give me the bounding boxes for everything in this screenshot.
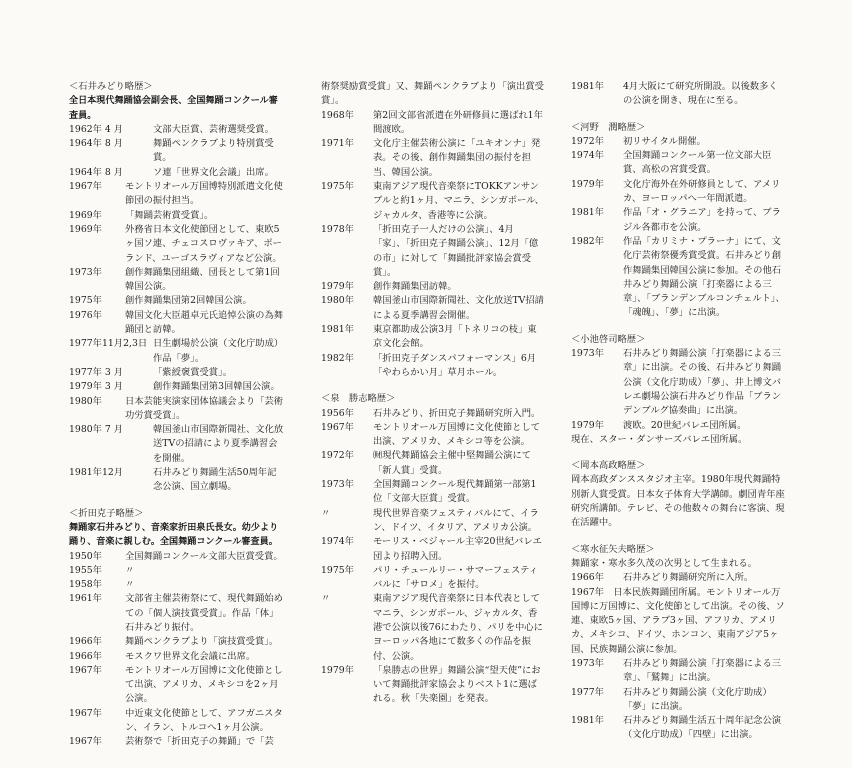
entry-year: 1955年 xyxy=(69,564,102,576)
entry-text: 日本芸能実演家団体協議会より「芸術功労賞受賞」。 xyxy=(125,395,284,421)
timeline-entry xyxy=(571,149,786,178)
biography-section xyxy=(571,333,786,447)
entry-text: 石井みどり舞踊公演「打楽器による三章」に出演。その後、石井みどり舞踊公演（文化庁助成）「夢」、井上博文バレエ劇場公演石井みどり作品「ブランデンブルグ協奏曲」に出演。 xyxy=(623,348,782,417)
entry-year: 1979年 xyxy=(321,664,354,676)
column-middle xyxy=(321,80,545,709)
timeline-entry xyxy=(69,223,284,266)
entry-text: モントリオール万国博に文化使節として出演、アメリカ、メキシコを2ヶ月公演。 xyxy=(125,664,283,705)
timeline-entry xyxy=(69,337,284,366)
timeline-entry xyxy=(69,578,284,592)
timeline-entry xyxy=(321,664,545,707)
entry-year: 1973年 xyxy=(571,348,604,360)
entry-text: 術祭奨励賞受賞」又、舞踊ペンクラブより「演出賞受賞」。 xyxy=(321,81,544,107)
entry-text: 石井みどり、折田克子舞踊研究所入門。 xyxy=(373,407,541,419)
biography-section xyxy=(571,80,786,109)
section-paragraph: 現在、スター・ダンサーズバレエ団所属。 xyxy=(571,433,748,445)
entry-text: 〃 xyxy=(125,579,135,591)
entry-year: 1964年 8 月 xyxy=(69,166,124,178)
entry-year: 1979年 3 月 xyxy=(69,381,124,393)
timeline-entry xyxy=(571,80,786,109)
timeline-entry xyxy=(571,419,786,433)
timeline-entry xyxy=(321,478,545,507)
entry-text: 「折田克子ダンスパフォーマンス」6月「やわらかい月」草月ホール。 xyxy=(373,352,537,378)
entry-year: 1966年 xyxy=(69,650,102,662)
entry-text: 石井みどり舞踊研究所に入所。 xyxy=(623,572,754,584)
timeline-entry xyxy=(571,347,786,418)
entry-text: 全国舞踊コンクール第一位文部大臣賞、高松の宮賞受賞。 xyxy=(623,150,772,176)
timeline-entry xyxy=(321,421,545,450)
entry-year: 1962年 4 月 xyxy=(69,123,124,135)
entry-year: 1982年 xyxy=(571,235,604,247)
entry-year: 1981年 xyxy=(571,207,604,219)
entry-year: 1975年 xyxy=(321,181,354,193)
entry-year: 1977年 xyxy=(571,686,604,698)
timeline-entry xyxy=(321,407,545,421)
entry-text: 石井みどり舞踊生活50周年記念公演、国立劇場。 xyxy=(153,467,277,493)
biography-section xyxy=(321,392,545,707)
entry-year: 1966年 xyxy=(69,636,102,648)
timeline-entry xyxy=(69,650,284,664)
entry-year: 1966年 xyxy=(571,572,604,584)
entry-year: 1972年 xyxy=(321,450,354,462)
timeline-entry xyxy=(69,366,284,380)
entry-text: 現代世界音楽フェスティバルにて、イラン、ドイツ、イタリア、アメリカ公演。 xyxy=(373,507,539,533)
entry-text: 「折田克子一人だけの公演」、4月「家」、「折田克子舞踊公演」、12月「億の市」に対して「舞踊批評家協会賞受賞」。 xyxy=(373,223,539,278)
section-title: ＜小池啓司略歴＞ xyxy=(571,333,646,345)
column-right xyxy=(571,80,786,745)
entry-text: 「舞踊芸術賞受賞」。 xyxy=(125,209,214,221)
entry-text: 舞踊ペンクラブより特別賞受賞。 xyxy=(153,138,274,164)
entry-year: 1973年 xyxy=(571,657,604,669)
section-subtitle: 全日本現代舞踊協会副会長、全国舞踊コンクール審査員。 xyxy=(69,96,278,121)
entry-text: 渡欧。20世紀バレエ団所属。 xyxy=(623,419,747,431)
entry-text: 作品「オ・グラニア」を持って、ブラジル各都市を公演。 xyxy=(623,207,781,233)
entry-year: 1975年 xyxy=(69,295,102,307)
timeline-entry xyxy=(321,564,545,593)
timeline-entry xyxy=(69,395,284,424)
timeline-entry xyxy=(571,178,786,207)
entry-text: 〃 xyxy=(125,564,135,576)
timeline-entry xyxy=(69,423,284,466)
timeline-entry xyxy=(321,137,545,180)
entry-text: パリ・チュールリー・サマーフェスティバルに「サロメ」を振付。 xyxy=(373,564,539,591)
entry-text: 東南アジア現代音楽祭にTOKKアンサンブルと約1ヶ月、マニラ、シンガポール、ジャカルタ、香港等に公演。 xyxy=(373,181,544,221)
timeline-entry xyxy=(69,294,284,308)
entry-year: 1958年 xyxy=(69,579,102,591)
entry-text: 文化庁海外在外研修員として、アメリカ、ヨーロッパへ一年間派遣。 xyxy=(623,178,781,205)
timeline-entry xyxy=(69,550,284,564)
timeline-entry xyxy=(69,735,284,749)
entry-year: 1969年 xyxy=(69,209,102,221)
timeline-entry xyxy=(69,137,284,166)
entry-text: 東京都助成公演3月「トネリコの枝」東京文化会館。 xyxy=(373,324,537,350)
entry-year: 1977年11月2,3日 xyxy=(69,338,148,350)
entry-year: 1967年 xyxy=(69,707,102,719)
entry-year: 1977年 3 月 xyxy=(69,366,124,378)
timeline-entry xyxy=(321,449,545,478)
biography-section xyxy=(69,507,284,750)
entry-text: モントリオール万国博特別派遣文化使節団の振付担当。 xyxy=(125,181,283,207)
entry-text: 全国舞踊コンクール文部大臣賞受賞。 xyxy=(125,550,283,562)
entry-text: ㈶現代舞踊協会主催中堅舞踊公演にて「新人賞」受賞。 xyxy=(373,450,532,476)
entry-text: 芸術祭で「折田克子の舞踊」で「芸 xyxy=(125,736,274,748)
entry-text: 「紫綬褒賞受賞」。 xyxy=(153,366,233,378)
timeline-entry xyxy=(69,166,284,180)
entry-year: 1972年 xyxy=(571,135,604,147)
entry-year: 1981年12月 xyxy=(69,467,124,479)
entry-text: モントリオール万国博に文化使節として出演、アメリカ、メキシコ等を公演。 xyxy=(373,421,541,448)
entry-year: 1976年 xyxy=(69,309,102,321)
timeline-entry xyxy=(321,323,545,352)
timeline-entry xyxy=(571,686,786,715)
timeline-entry xyxy=(69,180,284,209)
entry-year: 1967年 xyxy=(321,421,354,433)
timeline-entry xyxy=(69,564,284,578)
entry-year: 1964年 8 月 xyxy=(69,138,124,150)
timeline-entry xyxy=(69,266,284,295)
timeline-entry xyxy=(321,280,545,294)
entry-year: 1973年 xyxy=(321,479,354,491)
timeline-entry xyxy=(571,657,786,686)
biography-section xyxy=(571,543,786,743)
entry-year: 1982年 xyxy=(321,352,354,364)
entry-text: モーリス・ベジャール主宰20世紀バレエ団より招聘入団。 xyxy=(373,536,542,562)
entry-text: 創作舞踊集団組織、団長として第1回韓国公演。 xyxy=(125,266,280,293)
entry-year: 1981年 xyxy=(321,324,354,336)
entry-text: 初リサイタル開催。 xyxy=(623,135,706,147)
section-paragraph: 舞踊家・寒水多久茂の次男として生まれる。 xyxy=(571,557,757,569)
entry-text: 文部省主催芸術祭にて、現代舞踊始めての「個人演技賞受賞」。作品「体」石井みどり振付。 xyxy=(125,593,283,633)
timeline-entry xyxy=(321,592,545,663)
timeline-entry xyxy=(321,180,545,223)
entry-text: 全国舞踊コンクール現代舞踊第一部第1位「文部大臣賞」受賞。 xyxy=(373,479,537,505)
entry-year: 1979年 xyxy=(321,281,354,293)
entry-year: 1980年 7 月 xyxy=(69,424,124,436)
entry-year: 1973年 xyxy=(69,266,102,278)
entry-text: 文化庁主催芸術公演に「ユキオンナ」発表。その後、創作舞踊集団の振付を担当、韓国公演。 xyxy=(373,138,541,178)
timeline-entry xyxy=(571,571,786,585)
timeline-entry xyxy=(321,80,545,109)
entry-text: 4月大阪にて研究所開設。以後数多くの公演を開き、現在に至る。 xyxy=(623,81,778,107)
biography-section xyxy=(321,80,545,380)
entry-year: 1969年 xyxy=(69,223,102,235)
entry-text: 創作舞踊集団訪韓。 xyxy=(373,281,457,293)
timeline-entry xyxy=(69,707,284,736)
entry-text: 石井みどり舞踊公演「打楽器による三章」、「鷲舞」に出演。 xyxy=(623,657,782,684)
entry-year: 1967年 xyxy=(69,736,102,748)
timeline-entry xyxy=(321,109,545,138)
timeline-entry xyxy=(321,535,545,564)
section-title: ＜岡本高政略歴＞ xyxy=(571,460,646,472)
entry-year: 1961年 xyxy=(69,593,102,605)
entry-text: 韓国釜山市国際新聞社、文化放送TVの招請により夏季講習会を開催。 xyxy=(153,424,284,464)
biography-section xyxy=(571,459,786,530)
timeline-entry xyxy=(69,592,284,635)
timeline-entry xyxy=(69,466,284,495)
entry-text: 文部大臣賞、芸術選奨受賞。 xyxy=(153,123,274,135)
timeline-entry xyxy=(69,309,284,338)
entry-year: 1971年 xyxy=(321,138,354,150)
timeline-entry xyxy=(571,135,786,149)
timeline-entry xyxy=(321,352,545,381)
entry-text: 韓国文化大臣趙卓元氏追悼公演の為舞踊団と訪韓。 xyxy=(125,309,284,336)
entry-year: 1975年 xyxy=(321,564,354,576)
entry-year: 1980年 xyxy=(321,295,354,307)
entry-year: 1981年 xyxy=(571,81,604,92)
entry-year: 〃 xyxy=(321,507,331,519)
timeline-entry xyxy=(321,507,545,536)
entry-text: 第2回文部省派遣在外研修員に選ばれ1年間渡欧。 xyxy=(373,109,543,135)
timeline-entry xyxy=(571,235,786,321)
entry-text: 石井みどり舞踊生活五十周年記念公演（文化庁助成）「四壁」に出演。 xyxy=(623,715,782,741)
timeline-entry xyxy=(69,209,284,223)
section-title: ＜石井みどり略歴＞ xyxy=(69,81,153,92)
entry-text: モスクワ世界文化会議に出席。 xyxy=(125,650,256,662)
entry-text: 日生劇場於公演（文化庁助成）作品「夢」。 xyxy=(153,338,284,364)
entry-text: 創作舞踊集団第2回韓国公演。 xyxy=(125,295,252,307)
section-title: ＜折田克子略歴＞ xyxy=(69,507,144,519)
entry-text: 創作舞踊集団第3回韓国公演。 xyxy=(153,381,280,393)
section-subtitle: 舞踊家石井みどり、音楽家折田泉氏長女。幼少より踊り、音楽に親しむ。全国舞踊コンクール審査員。 xyxy=(69,522,279,548)
entry-text: 石井みどり舞踊公演（文化庁助成）「夢」に出演。 xyxy=(623,686,772,712)
timeline-entry xyxy=(69,123,284,137)
entry-year: 1974年 xyxy=(321,536,354,548)
entry-year: 1981年 xyxy=(571,715,604,727)
entry-year: 1978年 xyxy=(321,223,354,235)
entry-year: 1979年 xyxy=(571,178,604,190)
timeline-entry xyxy=(69,664,284,707)
entry-text: 東南アジア現代音楽祭に日本代表としてマニラ、シンガポール、ジャカルタ、香港で公演以後76にわたり、パリを中心にヨーロッパ各地にて数多くの作品を振付、公演。 xyxy=(373,593,543,662)
entry-text: 韓国釜山市国際新聞社、文化放送TV招請による夏季講習会開催。 xyxy=(373,295,544,321)
timeline-entry xyxy=(321,223,545,280)
timeline-entry xyxy=(321,294,545,323)
entry-year: 1950年 xyxy=(69,550,102,562)
entry-text: ソ連「世界文化会議」出席。 xyxy=(153,166,274,178)
entry-text: 外務省日本文化使節団として、東欧5ヶ国ソ連、チェコスロヴァキア、ポーランド、ユーゴスラヴィアなど公演。 xyxy=(125,223,282,264)
entry-text: 作品「カリミナ・プラーナ」にて、文化庁芸術祭優秀賞受賞。石井みどり創作舞踊集団韓国公演に参加。その他石井みどり舞踊公演「打楽器による三章」、「ブランデンブルコンチェルト」、「魂魄」、「夢」に出演。 xyxy=(623,235,785,319)
timeline-entry xyxy=(571,206,786,235)
entry-year: 1980年 xyxy=(69,395,102,407)
entry-year: 1974年 xyxy=(571,150,604,162)
section-title: ＜河野 潤略歴＞ xyxy=(571,121,646,133)
biography-section xyxy=(69,80,284,495)
timeline-entry xyxy=(69,635,284,649)
section-title: ＜寒水征矢夫略歴＞ xyxy=(571,543,655,555)
entry-text: 舞踊ペンクラブより「演技賞受賞」。 xyxy=(125,636,279,648)
timeline-entry xyxy=(571,714,786,743)
section-paragraph: 1967年 日本民族舞踊団所属。モントリオール万国博に万国博に、文化使節として出演。その後、ソ連、東欧5ヶ国、アラブ3ヶ国、アフリカ、アメリカ、メキシコ、ドイツ、ホンコン、東南アジア5ヶ国、民族舞踊公演に参加。 xyxy=(571,586,785,655)
entry-year: 1967年 xyxy=(69,181,102,193)
entry-year: 1979年 xyxy=(571,419,604,431)
entry-year: 1967年 xyxy=(69,664,102,676)
timeline-entry xyxy=(69,380,284,394)
entry-text: 中近東文化使節として、アフガニスタン、イラン、トルコへ1ヶ月公演。 xyxy=(125,707,283,734)
entry-text: 「泉勝志の世界」舞踊公演“望天使”において舞踊批評家協会よりベスト1に選ばれる。秋「失楽園」を発表。 xyxy=(373,664,541,705)
section-title: ＜泉 勝志略歴＞ xyxy=(321,393,396,405)
entry-year: 〃 xyxy=(321,593,331,605)
section-paragraph: 岡本高政ダンススタジオ主宰。1980年現代舞踊特別新人賞受賞。日本女子体育大学講師。劇団青年座研究所講師。テレビ、その他数々の舞台に客演、現在活躍中。 xyxy=(571,474,785,529)
entry-year: 1968年 xyxy=(321,109,354,121)
column-left xyxy=(69,80,284,752)
biography-section xyxy=(571,121,786,321)
entry-year: 1956年 xyxy=(321,407,354,419)
